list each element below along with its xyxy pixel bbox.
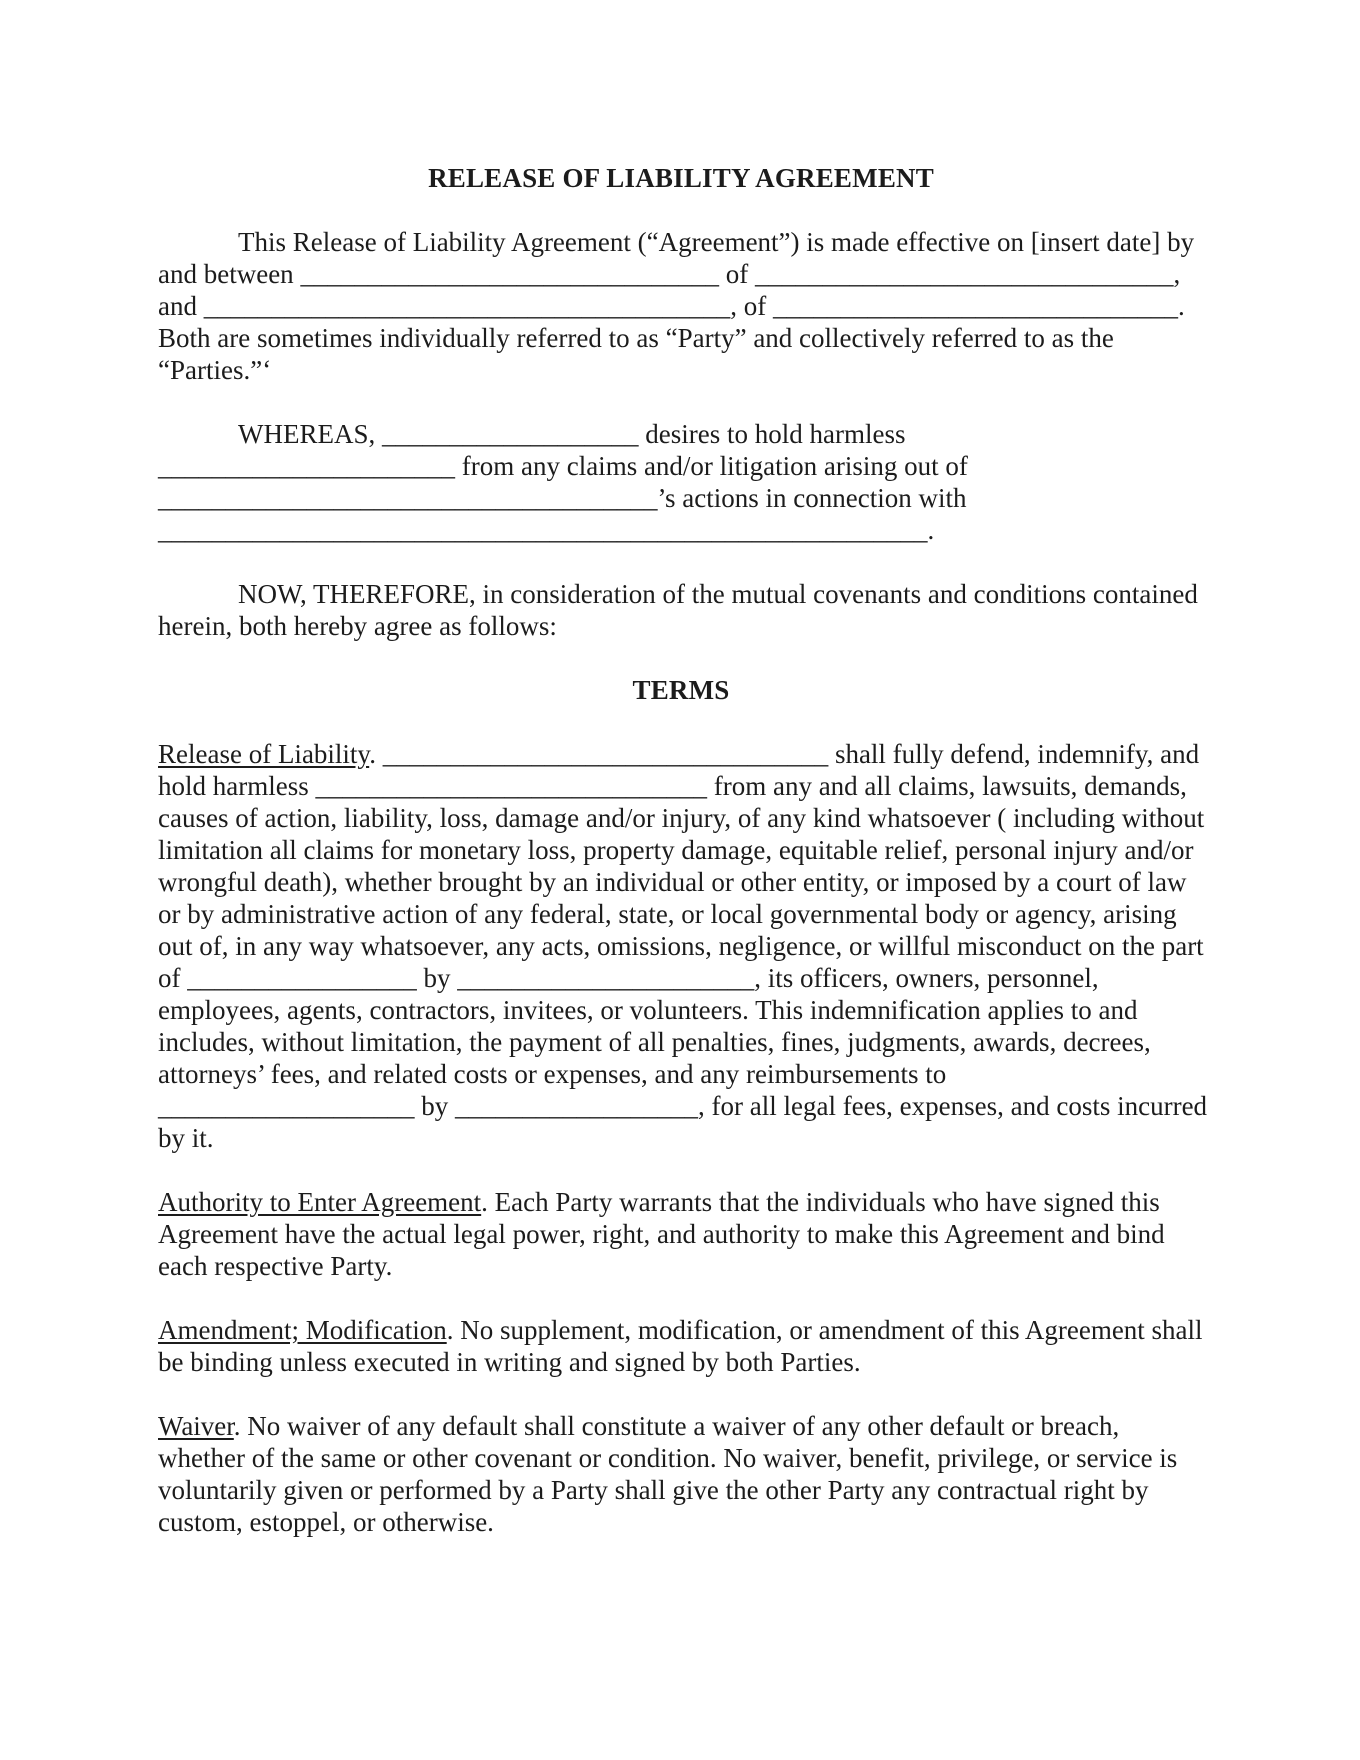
fill-in-blank: ______________________________ xyxy=(772,291,1178,321)
document-line xyxy=(158,1186,1204,1218)
text-segment: WHEREAS, xyxy=(238,419,382,449)
text-segment: . No supplement, modification, or amendment of this Agreement shall xyxy=(446,1315,1203,1345)
fill-in-blank: _________________________________ xyxy=(382,739,829,769)
document-line xyxy=(158,258,1204,290)
text-segment: by xyxy=(416,963,458,993)
fill-in-blank: _______________________________ xyxy=(300,259,719,289)
fill-in-blank: __________________ xyxy=(455,1091,698,1121)
document-line xyxy=(158,1026,1204,1058)
paragraph-whereas xyxy=(158,418,1204,546)
document-line xyxy=(158,1410,1204,1442)
text-segment: Both are sometimes individually referred to as “Party” and collectively referred to as the xyxy=(158,323,1114,353)
document-line xyxy=(158,1506,1204,1538)
text-segment: by it. xyxy=(158,1123,214,1153)
text-segment: shall fully defend, indemnify, and xyxy=(828,739,1200,769)
document-line xyxy=(158,1314,1204,1346)
document-line xyxy=(158,898,1204,930)
text-segment: ’s actions in connection with xyxy=(657,483,967,513)
paragraph-waiver xyxy=(158,1410,1204,1538)
text-segment: each respective Party. xyxy=(158,1251,393,1281)
underlined-term: Release of Liability xyxy=(158,739,370,769)
paragraph-amendment-modification xyxy=(158,1314,1204,1378)
text-segment: from any and all claims, lawsuits, demands, xyxy=(706,771,1187,801)
text-segment: . xyxy=(369,739,383,769)
document-line xyxy=(158,994,1204,1026)
paragraph-authority-to-enter-agreement xyxy=(158,1186,1204,1282)
paragraph-intro xyxy=(158,226,1204,386)
text-segment: , of xyxy=(730,291,773,321)
text-segment: and between xyxy=(158,259,301,289)
text-segment: wrongful death), whether brought by an individual or other entity, or imposed by a court of law xyxy=(158,867,1187,897)
paragraph-now-therefore xyxy=(158,578,1204,642)
text-segment: limitation all claims for monetary loss, property damage, equitable relief, personal injury and/or xyxy=(158,835,1194,865)
document-line xyxy=(158,226,1204,258)
fill-in-blank: ___________________ xyxy=(158,1091,415,1121)
document-line xyxy=(158,674,1204,706)
document-line xyxy=(158,1250,1204,1282)
document-line xyxy=(158,322,1204,354)
text-segment: voluntarily given or performed by a Party shall give the other Party any contractual right by xyxy=(158,1475,1149,1505)
document-line xyxy=(158,1474,1204,1506)
underlined-term: Waiver xyxy=(158,1411,234,1441)
text-segment: hold harmless xyxy=(158,771,316,801)
text-segment: , for all legal fees, expenses, and costs incurred xyxy=(698,1091,1208,1121)
text-segment: . xyxy=(927,515,935,545)
text-segment: from any claims and/or litigation arising out of xyxy=(455,451,968,481)
terms-heading xyxy=(158,674,1204,706)
document-line xyxy=(158,418,1204,450)
fill-in-blank: _______________________________________ xyxy=(203,291,731,321)
document-line xyxy=(158,1346,1204,1378)
document-line xyxy=(158,514,1204,546)
text-segment: attorneys’ fees, and related costs or expenses, and any reimbursements to xyxy=(158,1059,947,1089)
text-segment: employees, agents, contractors, invitees, or volunteers. This indemnification applies to and xyxy=(158,995,1138,1025)
text-segment: custom, estoppel, or otherwise. xyxy=(158,1507,494,1537)
fill-in-blank: ___________________ xyxy=(382,419,639,449)
text-segment: TERMS xyxy=(632,675,730,705)
document-line xyxy=(158,738,1204,770)
text-segment: includes, without limitation, the payment of all penalties, fines, judgments, awards, decrees, xyxy=(158,1027,1151,1057)
text-segment: be binding unless executed in writing and signed by both Parties. xyxy=(158,1347,861,1377)
fill-in-blank: _________________ xyxy=(187,963,417,993)
paragraph-release-of-liability xyxy=(158,738,1208,1154)
text-segment: of xyxy=(158,963,188,993)
text-segment: , its officers, owners, personnel, xyxy=(754,963,1099,993)
document-line xyxy=(158,482,1204,514)
document-line xyxy=(158,578,1204,610)
document-line xyxy=(158,802,1204,834)
text-segment: RELEASE OF LIABILITY AGREEMENT xyxy=(428,163,934,193)
text-segment: . Each Party warrants that the individuals who have signed this xyxy=(481,1187,1160,1217)
document-line xyxy=(158,962,1204,994)
document-line xyxy=(158,354,1204,386)
document-line xyxy=(158,1442,1204,1474)
document-line xyxy=(158,1058,1204,1090)
text-segment: . No waiver of any default shall constitute a waiver of any other default or breach, xyxy=(233,1411,1120,1441)
text-segment: and xyxy=(158,291,204,321)
document-title xyxy=(158,162,1204,194)
text-segment: herein, both hereby agree as follows: xyxy=(158,611,557,641)
document-line xyxy=(158,930,1204,962)
underlined-term: Authority to Enter Agreement xyxy=(158,1187,482,1217)
document-line xyxy=(158,162,1204,194)
text-segment: “Parties.”‘ xyxy=(158,355,272,385)
fill-in-blank: _______________________________ xyxy=(754,259,1174,289)
document-line xyxy=(158,866,1204,898)
fill-in-blank: ______________________ xyxy=(158,451,455,481)
text-segment: of xyxy=(718,259,755,289)
document-line xyxy=(158,834,1204,866)
text-segment: NOW, THEREFORE, in consideration of the mutual covenants and conditions contained xyxy=(238,579,1198,609)
fill-in-blank: _________________________________________________________ xyxy=(158,515,928,545)
text-segment: desires to hold harmless xyxy=(638,419,906,449)
fill-in-blank: ______________________ xyxy=(457,963,755,993)
text-segment: This Release of Liability Agreement (“Agreement”) is made effective on [insert date] by xyxy=(238,227,1195,257)
text-segment: out of, in any way whatsoever, any acts, omissions, negligence, or willful misconduct on the part xyxy=(158,931,1204,961)
text-segment: , xyxy=(1173,259,1181,289)
fill-in-blank: _____________________________________ xyxy=(158,483,658,513)
text-segment: causes of action, liability, loss, damage and/or injury, of any kind whatsoever ( including without xyxy=(158,803,1205,833)
document-line xyxy=(158,1122,1204,1154)
document-line xyxy=(158,770,1204,802)
document-line xyxy=(158,290,1204,322)
document-line xyxy=(158,610,1204,642)
text-segment: whether of the same or other covenant or condition. No waiver, benefit, privilege, or service is xyxy=(158,1443,1178,1473)
fill-in-blank: _____________________________ xyxy=(315,771,707,801)
document-body xyxy=(158,162,1208,1538)
text-segment: . xyxy=(1177,291,1185,321)
document-line xyxy=(158,1218,1204,1250)
document-line xyxy=(158,1090,1208,1122)
text-segment: by xyxy=(414,1091,455,1121)
document-line xyxy=(158,450,1204,482)
underlined-term: Amendment; Modification xyxy=(158,1315,447,1345)
text-segment: or by administrative action of any federal, state, or local governmental body or agency, arising xyxy=(158,899,1177,929)
text-segment: Agreement have the actual legal power, right, and authority to make this Agreement and bind xyxy=(158,1219,1165,1249)
